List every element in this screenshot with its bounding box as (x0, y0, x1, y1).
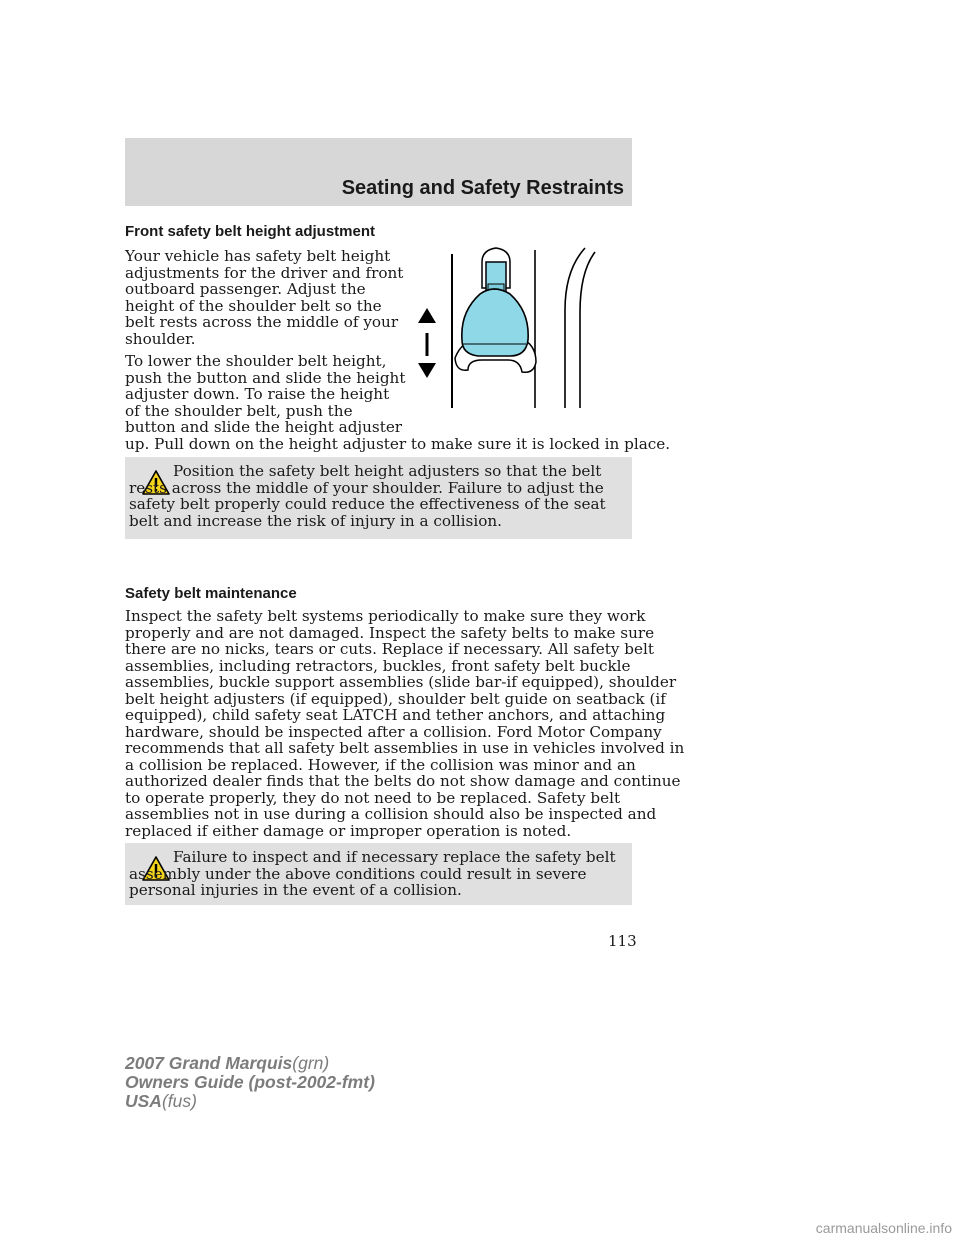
text-line: outboard passenger. Adjust the (125, 280, 366, 298)
text-line: of the shoulder belt, push the (125, 401, 353, 420)
text-line: belt rests across the middle of your (125, 313, 399, 331)
watermark: carmanualsonline.info (815, 1220, 952, 1236)
warning-text: Failure to inspect and if necessary replace the safety belt assembly under the above conditions could result in severe personal injuries in the event of a collision. (129, 848, 616, 900)
text-line: recommends that all safety belt assemblies in use in vehicles involved in (125, 739, 685, 757)
section-heading-height-adjustment: Front safety belt height adjustment (125, 223, 376, 240)
text-line: assemblies, buckle support assemblies (slide bar-if equipped), shoulder (125, 673, 677, 691)
footer-market: USA (125, 1091, 162, 1111)
text-line: hardware, should be inspected after a collision. Ford Motor Company (125, 722, 662, 741)
footer-model-code: (grn) (292, 1053, 330, 1073)
text-line: shoulder. (125, 329, 196, 348)
text-line: a collision be replaced. However, if the collision was minor and an (125, 755, 636, 774)
page-section-title: Seating and Safety Restraints (341, 177, 624, 199)
text-line: To lower the shoulder belt height, (125, 352, 387, 370)
text-line: belt height adjusters (if equipped), shoulder belt guide on seatback (if (125, 689, 666, 708)
warning-box-maintenance (125, 843, 632, 905)
text-line: Inspect the safety belt systems periodically to make sure they work (125, 607, 646, 625)
warning-box-height-adjustment (125, 457, 632, 539)
text-line: assemblies, including retractors, buckles, front safety belt buckle (125, 656, 631, 675)
belt-adjuster-illustration (410, 240, 605, 412)
document-footer (125, 1054, 375, 1111)
page-number: 113 (608, 932, 637, 950)
text-line: authorized dealer finds that the belts do not show damage and continue (125, 772, 681, 790)
text-line: height of the shoulder belt so the (125, 296, 382, 315)
text-line: Your vehicle has safety belt height (125, 247, 391, 265)
header-band (125, 138, 632, 206)
text-line: adjustments for the driver and front (125, 263, 404, 282)
text-line: up. Pull down on the height adjuster to make sure it is locked in place. (125, 434, 671, 453)
warning-text: Position the safety belt height adjusters so that the belt rests across the middle of your shoulder. Failure to adjust the safety belt properly could reduce the effectiveness of the seat belt and increase the risk of injury in a collision. (129, 462, 606, 530)
footer-model: 2007 Grand Marquis (125, 1053, 293, 1073)
text-line: button and slide the height adjuster (125, 418, 403, 436)
footer-guide: Owners Guide (post-2002-fmt) (125, 1072, 375, 1092)
text-line: to operate properly, they do not need to be replaced. Safety belt (125, 788, 621, 807)
text-line: equipped), child safety seat LATCH and tether anchors, and attaching (125, 706, 666, 724)
text-line: properly and are not damaged. Inspect the safety belts to make sure (125, 623, 655, 642)
text-line: replaced if either damage or improper operation is noted. (125, 821, 572, 840)
text-line: assemblies not in use during a collision should also be inspected and (125, 805, 657, 823)
text-line: there are no nicks, tears or cuts. Replace if necessary. All safety belt (125, 640, 654, 658)
text-line: push the button and slide the height (125, 368, 406, 387)
text-line: adjuster down. To raise the height (125, 385, 390, 403)
up-down-arrow-icon (418, 308, 436, 378)
section-heading-maintenance: Safety belt maintenance (125, 585, 297, 602)
footer-market-code: (fus) (161, 1091, 197, 1111)
